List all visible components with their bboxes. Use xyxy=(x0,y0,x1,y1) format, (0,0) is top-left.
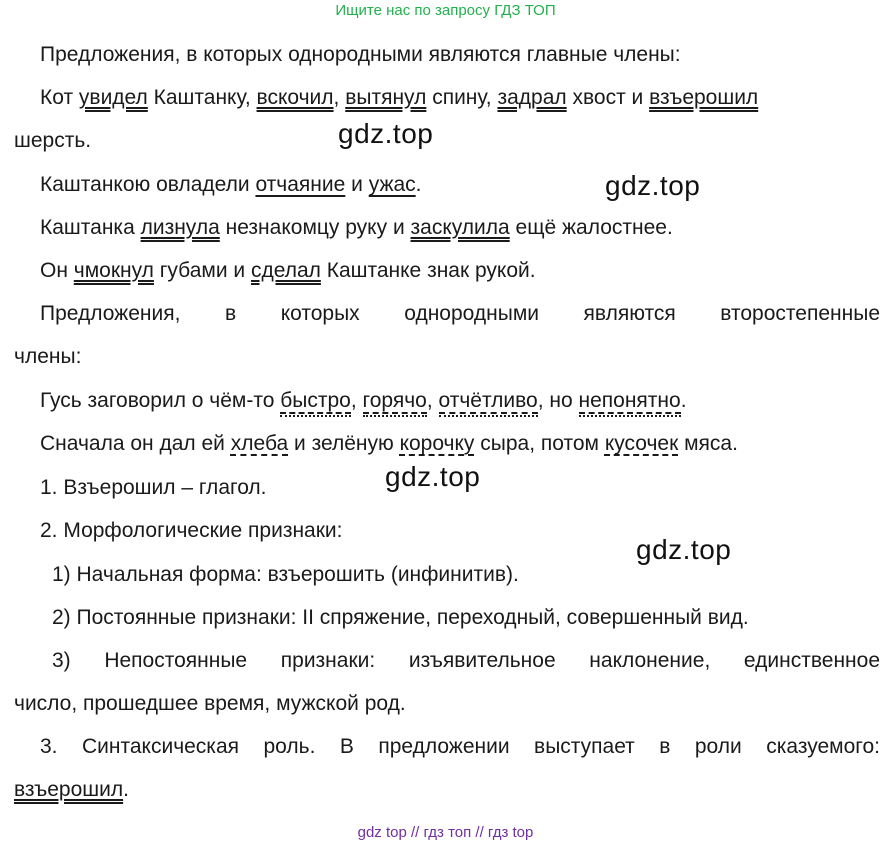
text-line-9: Гусь заговорил о чём-то быстро, горячо, отчётливо, но непонятно. xyxy=(40,389,687,412)
predicate-word: лизнула xyxy=(140,216,220,239)
text-line-12: 2. Морфологические признаки: xyxy=(40,519,343,542)
predicate-word: взъерошил xyxy=(649,86,759,109)
subject-word: отчаяние xyxy=(255,173,346,196)
watermark: gdz.top xyxy=(605,170,701,201)
text-line-10: Сначала он дал ей хлеба и зелёную корочку сыра, потом кусочек мяса. xyxy=(40,432,738,455)
footer-note: gdz top // гдз топ // гдз top xyxy=(357,824,534,841)
adverbial-word: горячо xyxy=(362,389,427,412)
text-line-13: 1) Начальная форма: взъерошить (инфинитив). xyxy=(52,563,519,586)
predicate-word: задрал xyxy=(497,86,567,109)
watermark: gdz.top xyxy=(338,118,434,149)
object-word: хлеба xyxy=(230,432,289,455)
text-line-8: члены: xyxy=(14,345,82,368)
text-line-15: 3) Непостоянные признаки: изъявительное наклонение, единственное xyxy=(52,649,880,672)
adverbial-word: отчётливо xyxy=(438,389,538,412)
predicate-word: увидел xyxy=(78,86,148,109)
text-line-2: Кот увидел Каштанку, вскочил, вытянул спину, задрал хвост и взъерошил xyxy=(40,86,759,109)
text-line-6: Он чмокнул губами и сделал Каштанке знак рукой. xyxy=(40,259,536,282)
predicate-word: заскулила xyxy=(410,216,510,239)
predicate-word: вскочил xyxy=(256,86,334,109)
text-line-11: 1. Взъерошил – глагол. xyxy=(40,476,267,499)
text-line-18: взъерошил. xyxy=(14,778,129,801)
text-line-5: Каштанка лизнула незнакомцу руку и заскулила ещё жалостнее. xyxy=(40,216,673,239)
text-line-4: Каштанкою овладели отчаяние и ужас. xyxy=(40,173,422,196)
text-line-14: 2) Постоянные признаки: II спряжение, переходный, совершенный вид. xyxy=(52,606,749,629)
text-line-3: шерсть. xyxy=(14,129,92,152)
predicate-word: вытянул xyxy=(345,86,427,109)
watermark: gdz.top xyxy=(636,534,732,565)
subject-word: ужас xyxy=(368,173,416,196)
watermark: gdz.top xyxy=(385,461,481,492)
predicate-word: чмокнул xyxy=(73,259,154,282)
adverbial-word: быстро xyxy=(280,389,351,412)
predicate-word: взъерошил xyxy=(14,778,124,801)
predicate-word: сделал xyxy=(250,259,321,282)
object-word: кусочек xyxy=(604,432,679,455)
object-word: корочку xyxy=(399,432,475,455)
text-line-7: Предложения, в которых однородными являются второстепенные xyxy=(40,302,880,325)
text-line-1: Предложения, в которых однородными являются главные члены: xyxy=(40,43,681,66)
text-line-16: число, прошедшее время, мужской род. xyxy=(14,692,406,715)
text-line-17: 3. Синтаксическая роль. В предложении выступает в роли сказуемого: xyxy=(40,735,880,758)
adverbial-word: непонятно xyxy=(578,389,681,412)
header-note: Ищите нас по запросу ГДЗ ТОП xyxy=(335,2,556,19)
